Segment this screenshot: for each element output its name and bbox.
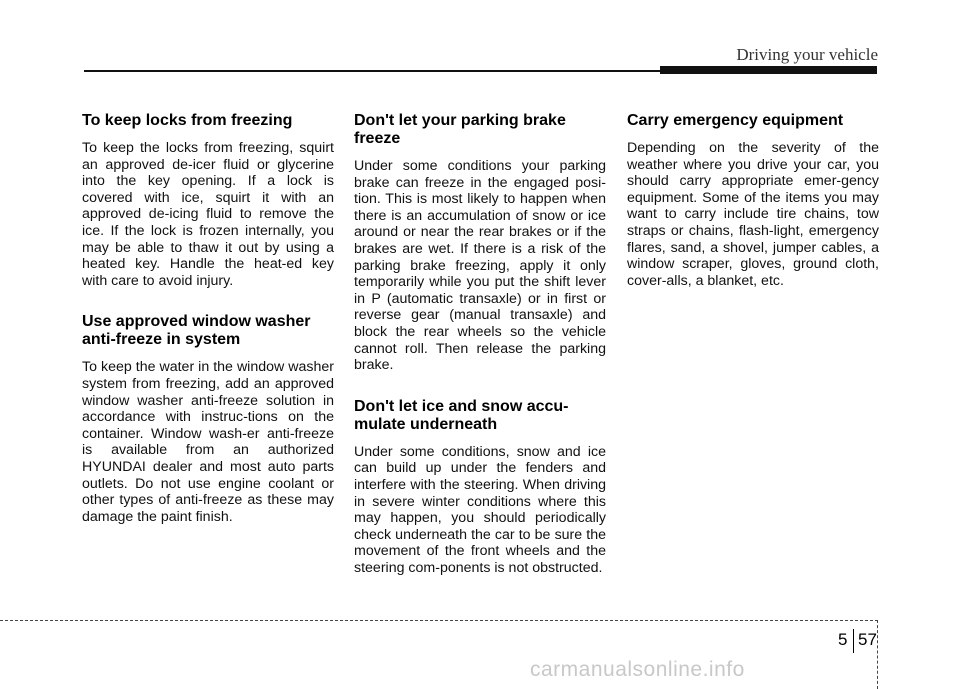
page-number: 57 xyxy=(858,630,877,649)
column-right xyxy=(627,112,879,313)
section-heading-washer: Use approved window washer anti-freeze in system xyxy=(82,313,311,349)
header-rule xyxy=(84,70,660,72)
section-heading-emergency: Carry emergency equipment xyxy=(627,112,844,129)
section-body-ice-snow: Under some conditions, snow and ice can build up under the fenders and interfere with the steering. When driving in severe winter conditions where this may happen, you should periodically check underneath the car to be sure the movement of the front wheels and the steering com-ponents is not obstructed. xyxy=(354,443,606,576)
column-middle xyxy=(354,112,606,600)
section-heading-locks: To keep locks from freezing xyxy=(82,112,293,129)
section-title: Driving your vehicle xyxy=(736,45,878,64)
section-body-locks: To keep the locks from freezing, squirt an approved de-icer fluid or glycerine into the key opening. If a lock is covered with ice, squirt it with an approved de-icing fluid to remove the ice. If the lock is frozen internally, you may be able to thaw it out by using a heated key. Handle the heat-ed key with care to avoid injury. xyxy=(82,140,334,289)
section-body-emergency: Depending on the severity of the weather where you drive your car, you should carry appropriate emer-gency equipment. Some of the items you may want to carry include tire chains, tow straps or chains, flash-light, emergency flares, sand, a shovel, jumper cables, a window scraper, gloves, ground cloth, cover-alls, a blanket, etc. xyxy=(627,140,879,289)
page-number-separator xyxy=(853,629,854,653)
column-left xyxy=(82,112,334,549)
section-heading-parking-brake: Don't let your parking brake freeze xyxy=(354,112,566,147)
section-body-parking-brake: Under some conditions your parking brake can freeze in the engaged posi-tion. This is most likely to happen when there is an accumulation of snow or ice around or near the rear brakes or if the brakes are wet. If there is a risk of the parking brake freezing, apply it only temporarily while you put the shift lever in P (automatic transaxle) or in first or reverse gear (manual transaxle) and block the rear wheels so the vehicle cannot roll. Then release the parking brake. xyxy=(354,158,606,374)
footer-vertical-divider xyxy=(877,620,878,689)
section-body-washer: To keep the water in the window washer system from freezing, add an approved window washer anti-freeze solution in accordance with instruc-tions on the container. Window wash-er anti-freeze is available from an authorized HYUNDAI dealer and most auto parts outlets. Do not use engine coolant or other types of anti-freeze as these may damage the paint finish. xyxy=(82,359,334,525)
chapter-number: 5 xyxy=(838,630,848,649)
footer-divider xyxy=(0,620,878,621)
header-rule-accent xyxy=(660,66,877,74)
watermark: carmanualsonline.info xyxy=(530,658,745,681)
section-heading-ice-snow: Don't let ice and snow accu-mulate underneath xyxy=(354,397,569,433)
